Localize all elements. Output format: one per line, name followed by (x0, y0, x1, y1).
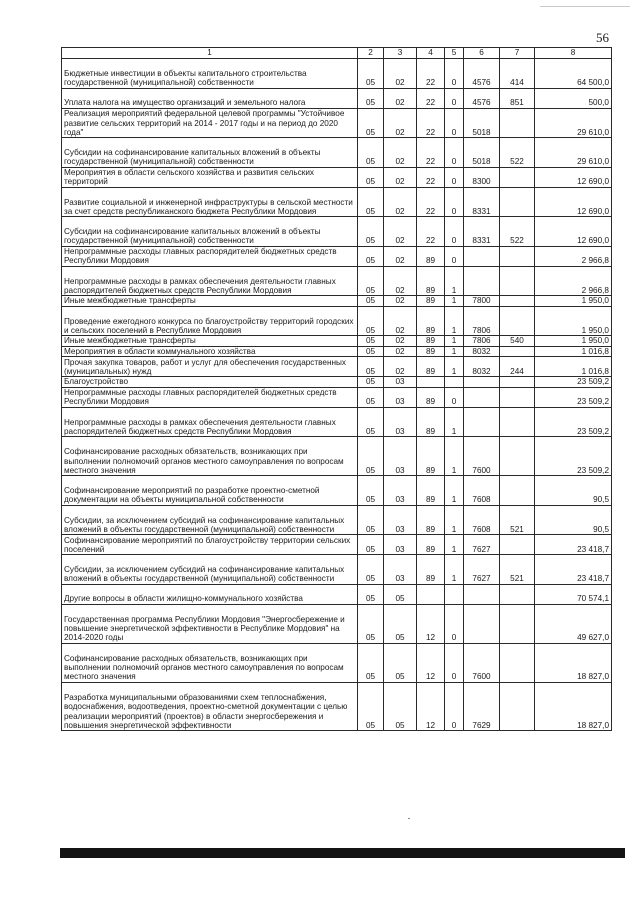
row-code-cell: 90,5 (535, 505, 612, 535)
row-code-cell: 49 627,0 (535, 604, 612, 643)
row-code-cell: 89 (417, 336, 445, 347)
row-code-cell: 05 (358, 377, 384, 388)
row-code-cell (464, 377, 500, 388)
row-name-cell: Проведение ежегодного конкурса по благоустройству территорий городских и сельских поселений в Республике Мордовия (62, 306, 358, 336)
row-code-cell (500, 377, 535, 388)
row-code-cell: 05 (358, 643, 384, 682)
row-code-cell: 18 827,0 (535, 643, 612, 682)
row-code-cell: 12 690,0 (535, 217, 612, 247)
row-code-cell: 05 (358, 604, 384, 643)
row-code-cell (500, 407, 535, 437)
row-code-cell (417, 584, 445, 604)
row-code-cell: 7600 (464, 643, 500, 682)
table-row (62, 108, 612, 138)
row-code-cell: 7627 (464, 535, 500, 555)
row-code-cell: 03 (384, 377, 417, 388)
row-code-cell: 02 (384, 266, 417, 296)
row-code-cell: 05 (358, 407, 384, 437)
row-name-cell: Софинансирование мероприятий по благоустройству территории сельских поселений (62, 535, 358, 555)
row-code-cell: 05 (358, 59, 384, 89)
row-code-cell (500, 604, 535, 643)
column-header: 4 (417, 48, 445, 59)
row-code-cell (417, 377, 445, 388)
table-row (62, 296, 612, 307)
row-code-cell: 244 (500, 357, 535, 377)
table-row (62, 59, 612, 89)
scan-edge-line (540, 6, 630, 7)
row-code-cell: 1 950,0 (535, 336, 612, 347)
row-code-cell: 0 (445, 187, 464, 217)
table-row (62, 336, 612, 347)
row-code-cell: 05 (358, 437, 384, 476)
row-code-cell: 0 (445, 59, 464, 89)
row-code-cell: 89 (417, 266, 445, 296)
row-name-cell: Софинансирование расходных обязательств, возникающих при выполнении полномочий органов местного самоуправления по вопросам местного значения (62, 437, 358, 476)
row-code-cell: 03 (384, 407, 417, 437)
row-code-cell: 23 509,2 (535, 407, 612, 437)
row-code-cell: 2 966,8 (535, 266, 612, 296)
table-row (62, 88, 612, 108)
row-code-cell: 05 (358, 246, 384, 266)
table-row (62, 377, 612, 388)
row-name-cell: Реализация мероприятий федеральной целевой программы "Устойчивое развитие сельских территорий на 2014 - 2017 годы и на период до 2020 года" (62, 108, 358, 138)
row-code-cell: 23 418,7 (535, 555, 612, 585)
row-code-cell: 1 (445, 336, 464, 347)
row-code-cell: 521 (500, 505, 535, 535)
row-code-cell (500, 584, 535, 604)
row-code-cell: 23 418,7 (535, 535, 612, 555)
row-code-cell: 89 (417, 346, 445, 357)
table-row (62, 246, 612, 266)
row-code-cell: 12 (417, 604, 445, 643)
row-code-cell: 7608 (464, 476, 500, 506)
row-code-cell (464, 584, 500, 604)
row-name-cell: Иные межбюджетные трансферты (62, 296, 358, 307)
row-code-cell: 05 (358, 682, 384, 731)
row-code-cell: 03 (384, 505, 417, 535)
row-code-cell: 0 (445, 167, 464, 187)
row-name-cell: Непрограммные расходы главных распорядителей бюджетных средств Республики Мордовия (62, 246, 358, 266)
row-name-cell: Другие вопросы в области жилищно-коммунального хозяйства (62, 584, 358, 604)
row-code-cell: 0 (445, 643, 464, 682)
row-code-cell (445, 377, 464, 388)
row-code-cell (445, 584, 464, 604)
scan-speck (408, 818, 410, 819)
row-code-cell: 02 (384, 346, 417, 357)
row-name-cell: Непрограммные расходы в рамках обеспечения деятельности главных распорядителей бюджетных средств Республики Мордовия (62, 407, 358, 437)
row-code-cell: 05 (358, 555, 384, 585)
row-code-cell: 23 509,2 (535, 437, 612, 476)
row-code-cell: 03 (384, 476, 417, 506)
row-name-cell: Разработка муниципальными образованиями схем теплоснабжения, водоснабжения, водоотведения, проектно-сметной документации с целью реализации мероприятий (проектов) в области энергосбережения и повышения энергетической эффективности (62, 682, 358, 731)
table-header-row (62, 48, 612, 59)
row-code-cell: 05 (358, 187, 384, 217)
row-code-cell: 2 966,8 (535, 246, 612, 266)
row-code-cell: 0 (445, 246, 464, 266)
row-code-cell (464, 387, 500, 407)
row-code-cell: 7806 (464, 336, 500, 347)
column-header: 8 (535, 48, 612, 59)
row-code-cell: 1 950,0 (535, 296, 612, 307)
row-code-cell (464, 604, 500, 643)
row-code-cell (500, 387, 535, 407)
row-code-cell (500, 437, 535, 476)
row-code-cell: 22 (417, 59, 445, 89)
row-code-cell: 89 (417, 535, 445, 555)
row-code-cell: 1 016,8 (535, 346, 612, 357)
row-code-cell: 12 690,0 (535, 187, 612, 217)
table-row (62, 604, 612, 643)
scan-bottom-bar (60, 848, 625, 858)
row-code-cell: 29 610,0 (535, 138, 612, 168)
row-code-cell (500, 682, 535, 731)
row-code-cell: 02 (384, 336, 417, 347)
row-code-cell: 89 (417, 306, 445, 336)
row-code-cell: 1 (445, 346, 464, 357)
row-code-cell: 1 (445, 476, 464, 506)
table-row (62, 407, 612, 437)
row-code-cell: 05 (358, 535, 384, 555)
table-row (62, 266, 612, 296)
row-code-cell (464, 266, 500, 296)
row-name-cell: Субсидии, за исключением субсидий на софинансирование капитальных вложений в объекты государственной (муниципальной) собственности (62, 505, 358, 535)
column-header: 7 (500, 48, 535, 59)
row-code-cell: 02 (384, 246, 417, 266)
row-code-cell: 5018 (464, 108, 500, 138)
row-code-cell: 22 (417, 138, 445, 168)
column-header: 1 (62, 48, 358, 59)
row-code-cell: 22 (417, 167, 445, 187)
row-code-cell: 64 500,0 (535, 59, 612, 89)
column-header: 3 (384, 48, 417, 59)
row-code-cell: 05 (358, 108, 384, 138)
row-code-cell: 05 (384, 604, 417, 643)
row-name-cell: Развитие социальной и инженерной инфраструктуры в сельской местности за счет средств республиканского бюджета Республики Мордовия (62, 187, 358, 217)
table-row (62, 346, 612, 357)
row-code-cell: 05 (358, 138, 384, 168)
column-header: 2 (358, 48, 384, 59)
row-name-cell: Иные межбюджетные трансферты (62, 336, 358, 347)
row-code-cell: 8300 (464, 167, 500, 187)
row-code-cell: 12 (417, 682, 445, 731)
row-code-cell: 1 016,8 (535, 357, 612, 377)
row-code-cell: 03 (384, 555, 417, 585)
row-code-cell: 90,5 (535, 476, 612, 506)
row-code-cell (500, 266, 535, 296)
row-name-cell: Софинансирование мероприятий по разработке проектно-сметной документации на объекты муниципальной собственности (62, 476, 358, 506)
row-code-cell: 5018 (464, 138, 500, 168)
table-row (62, 682, 612, 731)
budget-table (61, 47, 612, 731)
row-code-cell: 1 (445, 306, 464, 336)
row-code-cell (500, 476, 535, 506)
row-code-cell: 0 (445, 138, 464, 168)
row-code-cell (500, 167, 535, 187)
table-row (62, 357, 612, 377)
row-code-cell: 414 (500, 59, 535, 89)
row-code-cell: 522 (500, 217, 535, 247)
row-code-cell (464, 407, 500, 437)
row-code-cell: 0 (445, 217, 464, 247)
row-name-cell: Субсидии на софинансирование капитальных вложений в объекты государственной (муниципальной) собственности (62, 217, 358, 247)
row-code-cell: 02 (384, 167, 417, 187)
row-code-cell: 05 (358, 584, 384, 604)
row-code-cell: 05 (358, 357, 384, 377)
row-code-cell: 03 (384, 535, 417, 555)
table-row (62, 138, 612, 168)
table-row (62, 387, 612, 407)
row-code-cell: 02 (384, 217, 417, 247)
row-code-cell: 02 (384, 59, 417, 89)
row-code-cell: 02 (384, 306, 417, 336)
row-code-cell: 8032 (464, 357, 500, 377)
row-code-cell: 89 (417, 437, 445, 476)
row-code-cell: 23 509,2 (535, 377, 612, 388)
row-code-cell: 89 (417, 505, 445, 535)
row-code-cell: 4576 (464, 88, 500, 108)
row-code-cell: 89 (417, 476, 445, 506)
row-name-cell: Мероприятия в области коммунального хозяйства (62, 346, 358, 357)
row-name-cell: Благоустройство (62, 377, 358, 388)
row-code-cell: 03 (384, 387, 417, 407)
row-code-cell: 4576 (464, 59, 500, 89)
table-row (62, 643, 612, 682)
row-code-cell: 70 574,1 (535, 584, 612, 604)
row-code-cell: 500,0 (535, 88, 612, 108)
row-code-cell: 1 (445, 505, 464, 535)
row-code-cell: 7629 (464, 682, 500, 731)
row-code-cell: 02 (384, 108, 417, 138)
row-code-cell: 05 (384, 643, 417, 682)
table-row (62, 306, 612, 336)
row-code-cell: 1 (445, 357, 464, 377)
row-code-cell: 89 (417, 387, 445, 407)
row-code-cell (500, 346, 535, 357)
row-code-cell: 522 (500, 138, 535, 168)
table-row (62, 217, 612, 247)
table-row (62, 584, 612, 604)
row-code-cell (500, 187, 535, 217)
row-code-cell: 22 (417, 88, 445, 108)
row-name-cell: Субсидии на софинансирование капитальных вложений в объекты государственной (муниципальной) собственности (62, 138, 358, 168)
row-code-cell: 1 (445, 296, 464, 307)
column-header: 5 (445, 48, 464, 59)
row-name-cell: Непрограммные расходы в рамках обеспечения деятельности главных распорядителей бюджетных средств Республики Мордовия (62, 266, 358, 296)
row-code-cell: 8331 (464, 187, 500, 217)
table-row (62, 555, 612, 585)
row-code-cell: 7600 (464, 437, 500, 476)
row-code-cell (500, 296, 535, 307)
row-code-cell: 02 (384, 138, 417, 168)
row-name-cell: Уплата налога на имущество организаций и земельного налога (62, 88, 358, 108)
row-code-cell: 02 (384, 296, 417, 307)
row-code-cell: 12 (417, 643, 445, 682)
row-code-cell: 8331 (464, 217, 500, 247)
row-code-cell: 05 (358, 217, 384, 247)
row-name-cell: Бюджетные инвестиции в объекты капитального строительства государственной (муниципальной) собственности (62, 59, 358, 89)
row-code-cell (464, 246, 500, 266)
row-code-cell: 7806 (464, 306, 500, 336)
table-row (62, 476, 612, 506)
row-code-cell: 05 (358, 88, 384, 108)
row-code-cell: 02 (384, 88, 417, 108)
table-row (62, 437, 612, 476)
row-code-cell: 12 690,0 (535, 167, 612, 187)
row-code-cell (500, 246, 535, 266)
row-code-cell: 521 (500, 555, 535, 585)
row-code-cell: 0 (445, 88, 464, 108)
row-code-cell: 02 (384, 357, 417, 377)
row-code-cell: 89 (417, 357, 445, 377)
row-code-cell (500, 108, 535, 138)
row-code-cell (500, 306, 535, 336)
page-number: 56 (596, 30, 609, 45)
row-code-cell: 89 (417, 407, 445, 437)
row-code-cell (500, 643, 535, 682)
row-code-cell: 05 (358, 266, 384, 296)
row-code-cell: 05 (358, 387, 384, 407)
row-name-cell: Непрограммные расходы главных распорядителей бюджетных средств Республики Мордовия (62, 387, 358, 407)
row-code-cell: 89 (417, 246, 445, 266)
row-code-cell: 0 (445, 682, 464, 731)
row-code-cell: 22 (417, 187, 445, 217)
row-code-cell: 8032 (464, 346, 500, 357)
row-name-cell: Государственная программа Республики Мордовия "Энергосбережение и повышение энергетической эффективности в Республике Мордовия" на 2014-2020 годы (62, 604, 358, 643)
row-name-cell: Мероприятия в области сельского хозяйства и развития сельских территорий (62, 167, 358, 187)
table-row (62, 187, 612, 217)
row-code-cell: 05 (358, 296, 384, 307)
row-code-cell: 1 (445, 437, 464, 476)
row-code-cell: 1 950,0 (535, 306, 612, 336)
row-code-cell: 05 (358, 346, 384, 357)
row-code-cell: 7627 (464, 555, 500, 585)
row-code-cell: 05 (384, 682, 417, 731)
row-code-cell: 05 (384, 584, 417, 604)
table-row (62, 535, 612, 555)
row-code-cell: 02 (384, 187, 417, 217)
row-code-cell: 05 (358, 476, 384, 506)
row-code-cell: 05 (358, 306, 384, 336)
row-code-cell: 0 (445, 604, 464, 643)
row-code-cell: 0 (445, 108, 464, 138)
column-header: 6 (464, 48, 500, 59)
row-code-cell: 0 (445, 387, 464, 407)
row-name-cell: Прочая закупка товаров, работ и услуг для обеспечения государственных (муниципальных) нужд (62, 357, 358, 377)
row-code-cell: 03 (384, 437, 417, 476)
row-name-cell: Субсидии, за исключением субсидий на софинансирование капитальных вложений в объекты государственной (муниципальной) собственности (62, 555, 358, 585)
table-row (62, 167, 612, 187)
row-code-cell: 05 (358, 167, 384, 187)
row-code-cell: 851 (500, 88, 535, 108)
row-code-cell: 18 827,0 (535, 682, 612, 731)
row-code-cell: 89 (417, 296, 445, 307)
row-code-cell: 89 (417, 555, 445, 585)
row-code-cell: 29 610,0 (535, 108, 612, 138)
table-row (62, 505, 612, 535)
row-code-cell: 1 (445, 535, 464, 555)
row-code-cell: 1 (445, 555, 464, 585)
row-code-cell: 05 (358, 505, 384, 535)
row-code-cell: 22 (417, 217, 445, 247)
row-code-cell: 23 509,2 (535, 387, 612, 407)
row-code-cell (500, 535, 535, 555)
row-code-cell: 1 (445, 266, 464, 296)
row-code-cell: 540 (500, 336, 535, 347)
row-name-cell: Софинансирование расходных обязательств, возникающих при выполнении полномочий органов местного самоуправления по вопросам местного значения (62, 643, 358, 682)
row-code-cell: 05 (358, 336, 384, 347)
row-code-cell: 7800 (464, 296, 500, 307)
row-code-cell: 22 (417, 108, 445, 138)
row-code-cell: 7608 (464, 505, 500, 535)
row-code-cell: 1 (445, 407, 464, 437)
